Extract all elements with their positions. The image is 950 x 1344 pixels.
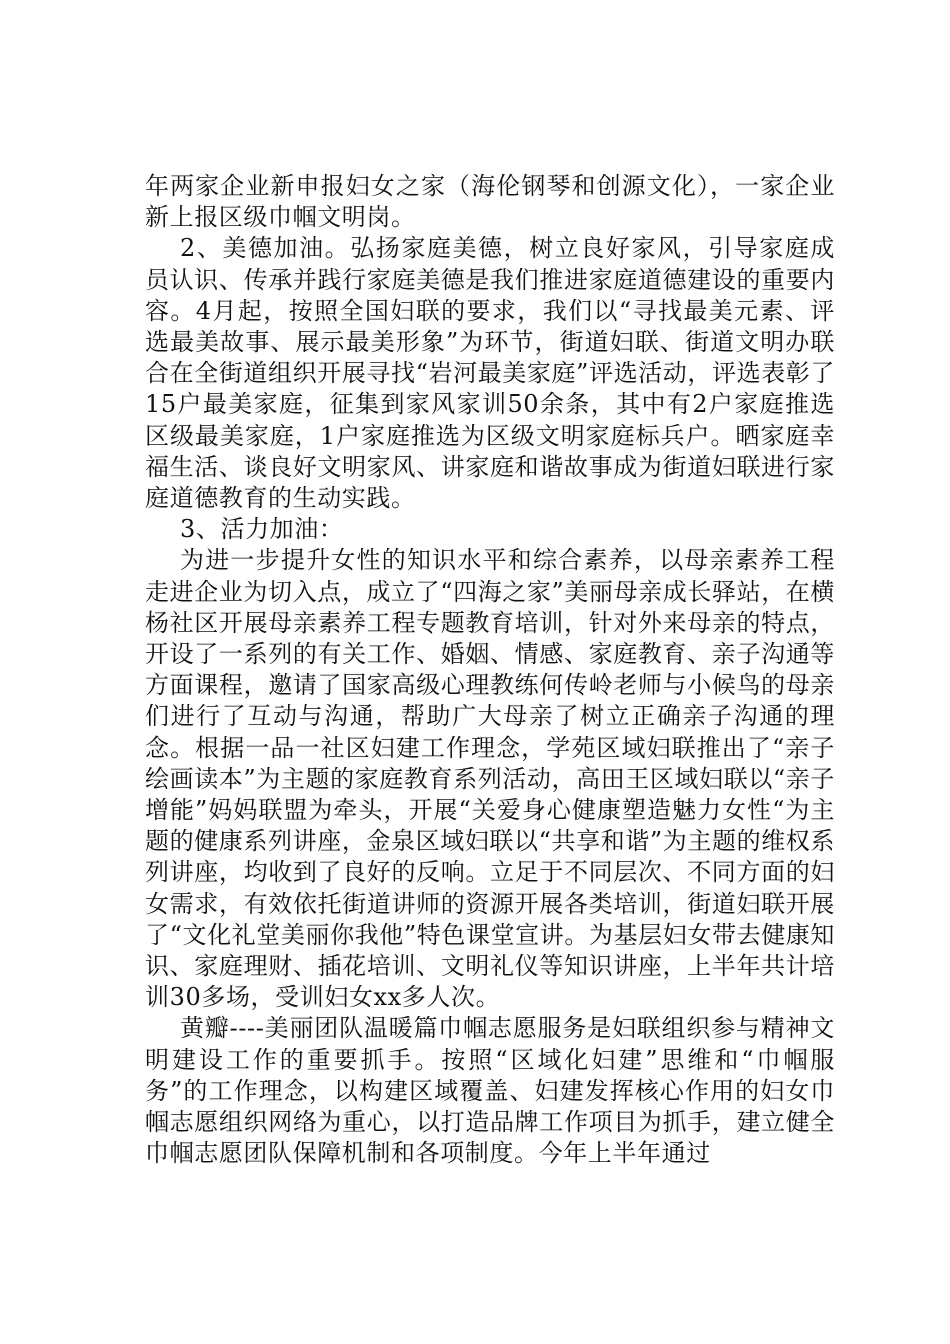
paragraph-virtue: 2、美德加油。弘扬家庭美德，树立良好家风，引导家庭成员认识、传承并践行家庭美德是我们推进家庭道德建设的重要内容。4月起，按照全国妇联的要求，我们以“寻找最美元素、评选最美故事、展示最美形象”为环节，街道妇联、街道文明办联合在全街道组织开展寻找“岩河最美家庭”评选活动，评选表彰了15户最美家庭，征集到家风家训50余条，其中有2户家庭推选区级最美家庭，1户家庭推选为区级文明家庭标兵户。晒家庭幸福生活、谈良好文明家风、讲家庭和谐故事成为街道妇联进行家庭道德教育的生动实践。 <box>145 234 835 513</box>
paragraph-vitality-body: 为进一步提升女性的知识水平和综合素养，以母亲素养工程走进企业为切入点，成立了“四海之家”美丽母亲成长驿站，在横杨社区开展母亲素养工程专题教育培训，针对外来母亲的特点，开设了一系列的有关工作、婚姻、情感、家庭教育、亲子沟通等方面课程，邀请了国家高级心理教练何传岭老师与小候鸟的母亲们进行了互动与沟通，帮助广大母亲了树立正确亲子沟通的理念。根据一品一社区妇建工作理念，学苑区域妇联推出了“亲子绘画读本”为主题的家庭教育系列活动，高田王区域妇联以“亲子增能”妈妈联盟为牵头，开展“关爱身心健康塑造魅力女性“为主题的健康系列讲座，金泉区域妇联以“共享和谐”为主题的维权系列讲座，均收到了良好的反响。立足于不同层次、不同方面的妇女需求，有效依托街道讲师的资源开展各类培训，街道妇联开展了“文化礼堂美丽你我他”特色课堂宣讲。为基层妇女带去健康知识、家庭理财、插花培训、文明礼仪等知识讲座，上半年共计培训30多场，受训妇女xx多人次。 <box>145 546 835 1012</box>
paragraph-continuation: 年两家企业新申报妇女之家（海伦钢琴和创源文化），一家企业新上报区级巾帼文明岗。 <box>145 172 835 232</box>
paragraph-vitality-heading: 3、活力加油： <box>180 515 344 544</box>
document-body <box>145 171 835 1170</box>
paragraph-volunteer: 黄瓣----美丽团队温暖篇巾帼志愿服务是妇联组织参与精神文明建设工作的重要抓手。按照“区域化妇建”思维和“巾帼服务”的工作理念，以构建区域覆盖、妇建发挥核心作用的妇女巾帼志愿组织网络为重心，以打造品牌工作项目为抓手，建立健全巾帼志愿团队保障机制和各项制度。今年上半年通过 <box>145 1014 835 1168</box>
